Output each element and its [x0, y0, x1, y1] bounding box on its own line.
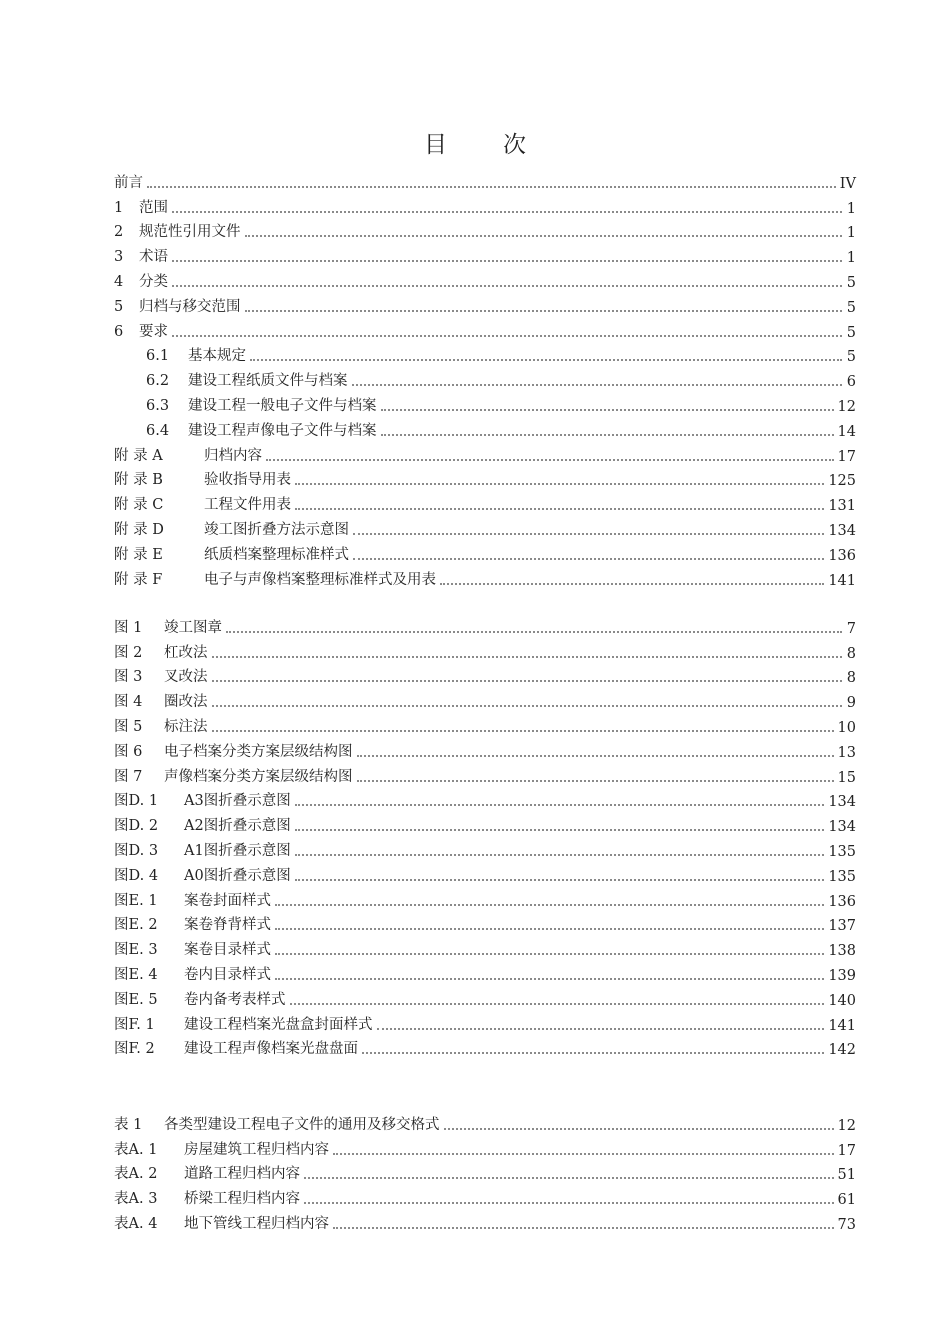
toc-appendix-figure-entry[interactable]: 图E. 1 案卷封面样式 136 [114, 892, 856, 910]
toc-appendix-figure-entry[interactable]: 图D. 2 A2图折叠示意图 134 [114, 818, 856, 836]
toc-appendix-entry[interactable]: 附 录 D 竣工图折叠方法示意图 134 [114, 521, 856, 539]
page-title [0, 126, 950, 159]
toc-appendix-figure-entry[interactable]: 图D. 3 A1图折叠示意图 135 [114, 842, 856, 860]
toc-main-sections [114, 167, 856, 589]
toc-tables [114, 1109, 856, 1233]
toc-appendix-entry[interactable]: 附 录 E 纸质档案整理标准样式 136 [114, 546, 856, 564]
toc-entry[interactable]: 6 要求 5 [114, 323, 856, 341]
toc-figure-entry[interactable]: 图 1 竣工图章 7 [114, 619, 856, 637]
page-title-char-2: 次 [503, 132, 526, 158]
toc-figure-entry[interactable]: 图 3 叉改法 8 [114, 669, 856, 687]
toc-table-entry[interactable]: 表 1 各类型建设工程电子文件的通用及移交格式 12 [114, 1116, 856, 1134]
toc-appendix-figure-entry[interactable]: 图D. 4 A0图折叠示意图 135 [114, 867, 856, 885]
toc-figures [114, 612, 856, 1058]
toc-subentry[interactable]: 6.3 建设工程一般电子文件与档案 12 [146, 397, 856, 415]
toc-subentry[interactable]: 6.4 建设工程声像电子文件与档案 14 [146, 422, 856, 440]
toc-appendix-figure-entry[interactable]: 图F. 2 建设工程声像档案光盘盘面 142 [114, 1041, 856, 1059]
toc-entry[interactable]: 前言 IV [114, 174, 856, 192]
toc-entry[interactable]: 1 范围 1 [114, 199, 856, 217]
toc-appendix-entry[interactable]: 附 录 B 验收指导用表 125 [114, 472, 856, 490]
toc-appendix-entry[interactable]: 附 录 A 归档内容 17 [114, 447, 856, 465]
toc-table-entry[interactable]: 表A. 1 房屋建筑工程归档内容 17 [114, 1141, 856, 1159]
toc-entry[interactable]: 3 术语 1 [114, 249, 856, 267]
toc-appendix-entry[interactable]: 附 录 F 电子与声像档案整理标准样式及用表 141 [114, 571, 856, 589]
toc-appendix-figure-entry[interactable]: 图D. 1 A3图折叠示意图 134 [114, 793, 856, 811]
toc-entry[interactable]: 2 规范性引用文件 1 [114, 224, 856, 242]
page-title-char-1: 目 [424, 132, 447, 158]
toc-appendix-entry[interactable]: 附 录 C 工程文件用表 131 [114, 497, 856, 515]
toc-subentry[interactable]: 6.1 基本规定 5 [146, 348, 856, 366]
toc-appendix-figure-entry[interactable]: 图E. 3 案卷目录样式 138 [114, 942, 856, 960]
toc-appendix-figure-entry[interactable]: 图F. 1 建设工程档案光盘盒封面样式 141 [114, 1016, 856, 1034]
toc-table-entry[interactable]: 表A. 2 道路工程归档内容 51 [114, 1166, 856, 1184]
toc-subentry[interactable]: 6.2 建设工程纸质文件与档案 6 [146, 373, 856, 391]
toc-entry[interactable]: 5 归档与移交范围 5 [114, 298, 856, 316]
toc-table-entry[interactable]: 表A. 3 桥梁工程归档内容 61 [114, 1191, 856, 1209]
toc-appendix-figure-entry[interactable]: 图E. 5 卷内备考表样式 140 [114, 991, 856, 1009]
toc-figure-entry[interactable]: 图 2 杠改法 8 [114, 644, 856, 662]
toc-figure-entry[interactable]: 图 6 电子档案分类方案层级结构图 13 [114, 743, 856, 761]
toc-table-entry[interactable]: 表A. 4 地下管线工程归档内容 73 [114, 1215, 856, 1233]
toc-figure-entry[interactable]: 图 7 声像档案分类方案层级结构图 15 [114, 768, 856, 786]
toc-entry[interactable]: 4 分类 5 [114, 273, 856, 291]
toc-appendix-figure-entry[interactable]: 图E. 2 案卷脊背样式 137 [114, 917, 856, 935]
toc-figure-entry[interactable]: 图 4 圈改法 9 [114, 694, 856, 712]
toc-appendix-figure-entry[interactable]: 图E. 4 卷内目录样式 139 [114, 966, 856, 984]
toc-figure-entry[interactable]: 图 5 标注法 10 [114, 718, 856, 736]
